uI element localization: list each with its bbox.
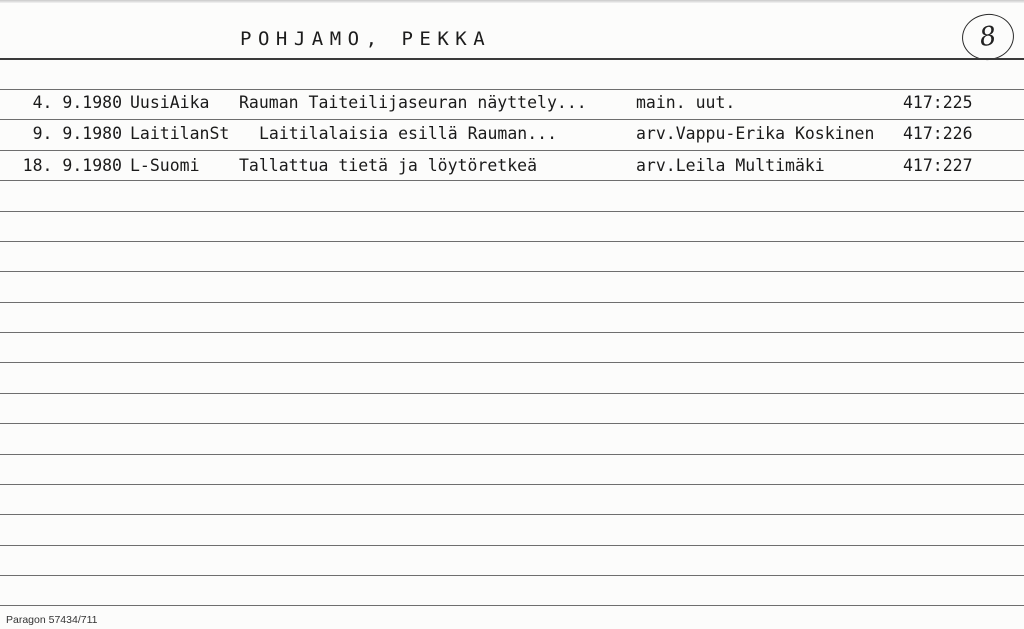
card-number-circled: 8 [959, 11, 1017, 64]
card-imprint: Paragon 57434/711 [6, 614, 98, 626]
header-rule [0, 58, 1024, 60]
entry-article-title: Rauman Taiteilijaseuran näyttely... [239, 93, 587, 112]
entry-date: 18. 9.1980 [22, 156, 122, 175]
ruled-line [0, 271, 1024, 272]
ruled-line [0, 393, 1024, 394]
ruled-line [0, 332, 1024, 333]
entry-row [0, 156, 1024, 180]
ruled-line [0, 605, 1024, 606]
entry-date: 9. 9.1980 [32, 124, 122, 143]
ruled-line [0, 514, 1024, 515]
entry-date: 4. 9.1980 [32, 93, 122, 112]
ruled-line [0, 89, 1024, 90]
ruled-line [0, 545, 1024, 546]
entry-author: main. uut. [636, 93, 736, 112]
ruled-line [0, 484, 1024, 485]
entry-newspaper: UusiAika [130, 93, 210, 112]
ruled-line [0, 575, 1024, 576]
ruled-line [0, 180, 1024, 181]
ruled-line [0, 423, 1024, 424]
entry-row [0, 93, 1024, 117]
entry-newspaper: L-Suomi [130, 156, 200, 175]
entry-author: arv.Vappu-Erika Koskinen [636, 124, 875, 143]
ruled-line [0, 362, 1024, 363]
ruled-line [0, 211, 1024, 212]
entry-article-title: Laitilalaisia esillä Rauman... [259, 124, 558, 143]
entry-newspaper: LaitilanSt [130, 124, 230, 143]
ruled-line [0, 150, 1024, 151]
card-title: POHJAMO, PEKKA [240, 28, 492, 50]
entry-row [0, 124, 1024, 148]
entry-reference: 417:225 [903, 93, 973, 112]
ruled-line [0, 454, 1024, 455]
entry-reference: 417:226 [903, 124, 973, 143]
ruled-line [0, 241, 1024, 242]
ruled-line [0, 302, 1024, 303]
ruled-line [0, 119, 1024, 120]
card-top-edge [0, 0, 1024, 3]
entry-author: arv.Leila Multimäki [636, 156, 825, 175]
entry-reference: 417:227 [903, 156, 973, 175]
entry-article-title: Tallattua tietä ja löytöretkeä [239, 156, 538, 175]
